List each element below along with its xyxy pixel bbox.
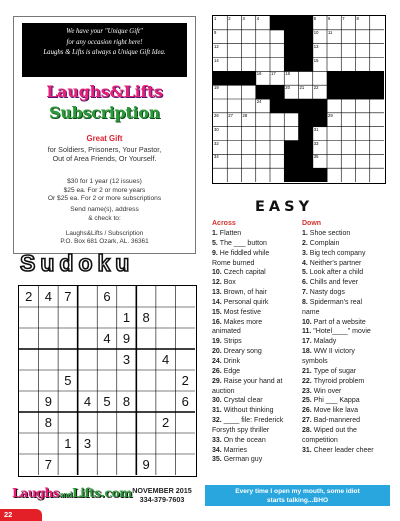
clue-number: 29. xyxy=(212,377,224,385)
ad-address-line: Laughs&Lifts / Subscription xyxy=(65,230,144,237)
clue-item xyxy=(302,377,374,387)
crossword-cell-number: 10 xyxy=(313,29,319,35)
clue-number: 34. xyxy=(212,446,224,454)
clue-item xyxy=(302,239,374,249)
crossword-black-cell xyxy=(313,113,328,127)
clue-text: Bad-mannered xyxy=(313,417,360,425)
clue-item xyxy=(212,446,283,456)
crossword-black-cell xyxy=(370,85,384,99)
crossword-black-cell xyxy=(284,58,299,72)
clue-item xyxy=(212,396,283,406)
ad-pricing xyxy=(14,178,195,204)
clue-text: Personal quirk xyxy=(223,298,269,306)
clue-text: symbols xyxy=(302,357,328,365)
crossword-black-cell xyxy=(370,71,384,85)
across-heading: Across xyxy=(212,220,236,227)
clue-number: 28. xyxy=(302,426,314,434)
crossword-cell-number: 19 xyxy=(214,85,219,91)
clue-item xyxy=(212,406,283,416)
clue-text: Chills and fever xyxy=(309,279,359,287)
clue-number: 24. xyxy=(212,357,224,365)
ad-gift-text xyxy=(14,145,195,163)
clue-item xyxy=(212,337,283,347)
clue-number: 12. xyxy=(212,279,224,287)
sudoku-title-text: Sudoku xyxy=(20,251,135,275)
ad-gift-line: Out of Area Friends, Or Yourself. xyxy=(52,154,157,164)
crossword-cell-number: 31 xyxy=(313,126,319,132)
ad-address xyxy=(14,230,195,247)
crossword-cell-number: 17 xyxy=(271,71,276,77)
clue-text: He fiddled while xyxy=(219,249,270,257)
clue-number: 6. xyxy=(302,279,310,287)
clue-item xyxy=(212,298,283,308)
clue-number: 13. xyxy=(212,289,224,297)
clue-item xyxy=(212,259,283,269)
crossword-cell-number: 9 xyxy=(214,29,217,35)
clue-text: WW II victory xyxy=(313,348,355,356)
crossword-black-cell xyxy=(356,85,371,99)
clue-number: 9. xyxy=(212,249,220,257)
clue-text: The ___ button xyxy=(219,239,267,247)
clue-text: Marries xyxy=(223,446,248,454)
down-heading: Down xyxy=(302,220,322,227)
clue-item xyxy=(302,436,374,446)
clue-text: Malady xyxy=(313,338,337,346)
sudoku-given-digit: 2 xyxy=(181,373,189,388)
clue-item xyxy=(302,278,374,288)
sudoku-given-digit: 5 xyxy=(64,373,72,388)
clue-item xyxy=(212,367,283,377)
clue-number: 21. xyxy=(302,367,314,375)
clue-item xyxy=(212,229,283,239)
ad-tagline-box xyxy=(22,23,187,77)
crossword-cell-number: 33 xyxy=(313,140,319,146)
quote-line-2: starts talking...BHO xyxy=(266,496,329,504)
sudoku-given-digit: 1 xyxy=(64,436,72,451)
sudoku-given-digit: 4 xyxy=(103,331,111,346)
crossword-black-cell xyxy=(256,85,271,99)
clue-number: 14. xyxy=(212,298,224,306)
crossword-black-cell xyxy=(341,71,356,85)
quote-line-1: Every time I open my mouth, some idiot xyxy=(235,487,360,495)
clue-text: Dreary song xyxy=(223,348,262,356)
footer-phone: 334-379-7603 xyxy=(139,495,185,504)
clue-text: German guy xyxy=(223,456,263,464)
crossword-black-cell xyxy=(299,16,317,30)
sudoku-title xyxy=(18,251,188,275)
clue-number: 33. xyxy=(212,436,224,444)
crossword-cell-number: 3 xyxy=(242,16,245,21)
clue-text: Most festive xyxy=(223,308,262,316)
crossword-cell-number: 12 xyxy=(214,43,219,49)
crossword-cell-number: 23 xyxy=(328,85,333,91)
ad-brand-name: Laughs&Lifts xyxy=(46,82,163,101)
sudoku-given-digit: 6 xyxy=(181,394,189,409)
crossword-cell-number: 1 xyxy=(214,16,217,21)
clue-text: Part of a website xyxy=(313,318,366,326)
clue-item xyxy=(302,318,374,328)
crossword-black-cell xyxy=(284,141,299,155)
crossword-cell-number: 8 xyxy=(356,16,359,21)
footer-issue-info xyxy=(124,486,200,504)
clue-text: ____ file: Frederick xyxy=(223,417,284,425)
sudoku-given-digit: 8 xyxy=(122,394,131,409)
crossword-cell-number: 30 xyxy=(214,126,219,132)
clue-text: Makes more xyxy=(223,318,263,326)
clue-number: 5. xyxy=(212,239,220,247)
crossword-black-cell xyxy=(213,71,228,85)
clue-number: 30. xyxy=(212,397,224,405)
clue-text: Neither's partner xyxy=(309,259,362,267)
crossword-cell-number: 34 xyxy=(214,154,219,160)
clue-item xyxy=(302,229,374,239)
clue-text: Phi ___ Kappa xyxy=(313,397,360,405)
crossword-cell-number: 21 xyxy=(299,85,305,91)
sudoku-grid xyxy=(18,285,197,477)
crossword-black-cell xyxy=(299,154,314,168)
ad-brand-subscription: Subscription xyxy=(49,103,160,122)
clue-number: 20. xyxy=(212,348,224,356)
clue-text: Brown, of hair xyxy=(223,289,267,297)
sudoku-given-digit: 8 xyxy=(44,415,52,430)
sudoku-given-digit: 3 xyxy=(122,352,131,367)
crossword-black-cell xyxy=(299,127,314,141)
difficulty-label: EASY xyxy=(255,199,314,215)
clue-item xyxy=(302,367,374,377)
clue-item xyxy=(302,406,374,416)
clue-number: 19. xyxy=(212,338,224,346)
sudoku-given-digit: 9 xyxy=(44,394,52,409)
clue-number: 35. xyxy=(212,456,224,464)
crossword-cell-number: 7 xyxy=(342,16,345,21)
clue-item xyxy=(212,249,283,259)
crossword-cell-number: 29 xyxy=(328,112,333,118)
crossword-black-cell xyxy=(299,99,314,113)
clue-item xyxy=(212,377,283,387)
clue-number: 3. xyxy=(302,249,310,257)
crossword-cell-number: 13 xyxy=(313,43,319,49)
crossword-cell-number: 25 xyxy=(271,99,276,104)
clue-text: name xyxy=(302,308,320,316)
crossword-black-cell xyxy=(327,71,342,85)
ad-tagline-3: Laughs & Lifts is always a Unique Gift Idea. xyxy=(43,49,166,56)
clue-item xyxy=(212,436,283,446)
clue-text: Drink xyxy=(223,357,241,365)
ad-address-line: P.O. Box 681 Ozark, AL. 36361 xyxy=(60,238,149,246)
crossword-black-cell xyxy=(284,99,299,113)
page-number: 22 xyxy=(0,509,42,521)
clue-item xyxy=(302,426,374,436)
crossword-black-cell xyxy=(227,71,242,85)
clue-number: 5. xyxy=(302,269,310,277)
footer-logo xyxy=(12,485,132,500)
ad-price-line: $25 ea. For 2 or more years xyxy=(63,186,146,194)
crossword-black-cell xyxy=(299,58,314,72)
crossword-cell-number: 18 xyxy=(285,71,290,77)
crossword-cell-number: 11 xyxy=(328,29,333,35)
crossword-cell-number: 27 xyxy=(228,112,233,118)
clue-text: Edge xyxy=(223,367,241,375)
clue-number: 18. xyxy=(302,348,314,356)
crossword-black-cell xyxy=(284,30,299,44)
clue-number: 1. xyxy=(302,230,310,237)
crossword-cell-number: 2 xyxy=(228,16,231,21)
clue-text: Shoe section xyxy=(309,230,351,237)
clue-number: 25. xyxy=(302,397,314,405)
crossword-cell-number: 20 xyxy=(285,85,290,91)
clue-text: Box xyxy=(223,279,236,287)
clue-item xyxy=(212,327,283,337)
clue-item xyxy=(302,308,374,318)
footer-logo-laughs: Laughs xyxy=(12,485,60,500)
clue-number: 2. xyxy=(302,239,310,247)
crossword-black-cell xyxy=(299,113,314,127)
clue-item xyxy=(212,239,283,249)
ad-send-instructions xyxy=(14,206,195,223)
crossword-grid xyxy=(212,15,386,184)
clue-number: 31. xyxy=(212,407,224,415)
clue-number: 23. xyxy=(302,387,314,395)
clue-item xyxy=(212,318,283,328)
clue-text: Spiderman's real xyxy=(309,298,363,306)
down-clue-list xyxy=(302,229,374,455)
sudoku-given-digit: 4 xyxy=(83,394,92,409)
ad-send-line: & check to: xyxy=(88,214,121,222)
clue-item xyxy=(302,259,374,269)
clue-item xyxy=(212,268,283,278)
crossword-black-cell xyxy=(284,44,299,58)
clue-number: 1. xyxy=(212,230,220,237)
crossword-black-cell xyxy=(284,154,299,168)
crossword-cell-number: 35 xyxy=(313,154,319,160)
clue-number: 15. xyxy=(212,308,224,316)
ad-price-line: $30 for 1 year (12 issues) xyxy=(67,178,142,185)
crossword-svg xyxy=(213,16,384,182)
clue-text: Wiped out the xyxy=(313,426,357,434)
clue-item xyxy=(302,337,374,347)
ad-price-line: Or $25 ea. For 2 or more subscriptions xyxy=(47,195,162,203)
crossword-black-cell xyxy=(299,30,314,44)
clue-text: Crystal clear xyxy=(223,397,263,405)
sudoku-given-digit: 4 xyxy=(162,352,170,367)
ad-send-line: Send name(s), address xyxy=(70,206,139,213)
sudoku-svg xyxy=(19,286,195,475)
sudoku-given-digit: 7 xyxy=(64,289,72,304)
clue-number: 17. xyxy=(302,338,314,346)
ad-gift-heading: Great Gift xyxy=(86,134,123,143)
clue-text: Forsyth spy thriller xyxy=(212,426,270,434)
crossword-black-cell xyxy=(341,85,356,99)
sudoku-given-digit: 9 xyxy=(122,331,131,346)
footer-logo-lifts: Lifts.com xyxy=(71,485,132,500)
clue-text: Move like lava xyxy=(313,407,359,415)
clue-text: competition xyxy=(302,436,338,444)
sudoku-given-digit: 7 xyxy=(44,457,52,472)
clue-item xyxy=(212,278,283,288)
crossword-cell-number: 26 xyxy=(214,112,219,118)
clue-number: 26. xyxy=(212,367,224,375)
crossword-cell-number: 14 xyxy=(214,57,219,63)
clue-text: Rome burned xyxy=(212,259,255,267)
clue-item xyxy=(212,387,283,397)
sudoku-given-digit: 3 xyxy=(83,436,92,451)
clue-item xyxy=(212,288,283,298)
clue-item xyxy=(302,268,374,278)
clue-text: "Hotel____" movie xyxy=(313,328,371,336)
clue-text: Type of sugar xyxy=(313,367,357,375)
clue-text: Strips xyxy=(223,338,242,346)
clue-number: 4. xyxy=(302,259,310,267)
clue-item xyxy=(302,288,374,298)
clue-item xyxy=(212,426,283,436)
clue-item xyxy=(302,249,374,259)
clue-item xyxy=(302,416,374,426)
clue-item xyxy=(212,455,283,465)
crossword-black-cell xyxy=(299,44,314,58)
clue-number: 27. xyxy=(302,417,314,425)
clue-text: Big tech company xyxy=(309,249,366,257)
sudoku-given-digit: 8 xyxy=(142,310,150,325)
clue-text: On the ocean xyxy=(223,436,266,444)
clue-number: 22. xyxy=(302,377,314,385)
clue-item xyxy=(212,357,283,367)
crossword-cell-number: 24 xyxy=(256,99,262,104)
sudoku-given-digit: 4 xyxy=(44,289,52,304)
crossword-cell-number: 22 xyxy=(313,85,319,91)
footer-date: NOVEMBER 2015 xyxy=(132,486,192,495)
crossword-black-cell xyxy=(299,168,314,182)
crossword-cell-number: 5 xyxy=(313,16,317,21)
crossword-black-cell xyxy=(270,16,285,30)
across-clue-list xyxy=(212,229,283,465)
footer-logo-and: and xyxy=(59,490,72,499)
sudoku-given-digit: 9 xyxy=(142,457,150,472)
crossword-cell-number: 4 xyxy=(256,16,260,21)
ad-tagline-1: We have your "Unique Gift" xyxy=(66,28,143,35)
sudoku-title-art xyxy=(18,251,188,275)
sudoku-given-digit: 5 xyxy=(103,394,111,409)
clue-item xyxy=(212,308,283,318)
sudoku-given-digit: 1 xyxy=(122,310,131,325)
crossword-cell-number: 28 xyxy=(242,112,248,118)
clue-text: Nasty dogs xyxy=(309,289,345,297)
clue-item xyxy=(302,327,374,337)
sudoku-given-digit: 6 xyxy=(103,289,111,304)
clue-text: animated xyxy=(212,328,241,336)
clue-text: Flatten xyxy=(219,230,242,237)
clue-number: 16. xyxy=(212,318,224,326)
clue-number: 26. xyxy=(302,407,314,415)
crossword-cell-number: 15 xyxy=(313,57,319,63)
clue-text: Complain xyxy=(309,239,340,247)
clue-item xyxy=(302,347,374,357)
clue-text: auction xyxy=(212,387,235,395)
clue-item xyxy=(302,387,374,397)
clue-number: 32. xyxy=(212,417,224,425)
crossword-black-cell xyxy=(356,71,371,85)
clue-text: Czech capital xyxy=(223,269,266,277)
crossword-black-cell xyxy=(313,168,328,182)
clue-number: 7. xyxy=(302,289,310,297)
crossword-cell-number: 16 xyxy=(256,71,262,77)
clue-number: 8. xyxy=(302,298,310,306)
clue-number: 11. xyxy=(302,328,314,336)
ad-gift-line: for Soldiers, Prisoners, Your Pastor, xyxy=(47,145,162,154)
clue-text: Win over xyxy=(313,387,342,395)
subscription-ad xyxy=(13,16,196,254)
clue-number: 10. xyxy=(302,318,314,326)
crossword-black-cell xyxy=(242,71,257,85)
clue-item xyxy=(212,347,283,357)
clue-text: Raise your hand at xyxy=(223,377,283,385)
sudoku-given-digit: 2 xyxy=(25,289,33,304)
crossword-black-cell xyxy=(284,16,299,30)
clue-number: 31. xyxy=(302,446,314,454)
clue-text: Look after a child xyxy=(309,269,364,277)
crossword-cell-number: 32 xyxy=(214,140,219,146)
crossword-cell-number: 6 xyxy=(328,16,331,21)
crossword-black-cell xyxy=(284,168,299,182)
clue-item xyxy=(302,298,374,308)
clue-text: Without thinking xyxy=(223,407,274,415)
ad-tagline-2: for any occasion right here! xyxy=(66,38,143,46)
crossword-black-cell xyxy=(299,141,314,155)
clue-text: Thyroid problem xyxy=(313,377,365,385)
crossword-black-cell xyxy=(270,85,285,99)
quote-banner xyxy=(205,485,390,506)
clue-item xyxy=(212,416,283,426)
crossword-black-cell xyxy=(313,99,328,113)
clue-number: 10. xyxy=(212,269,224,277)
clue-item xyxy=(302,396,374,406)
clue-item xyxy=(302,446,374,456)
clue-item xyxy=(302,357,374,367)
sudoku-given-digit: 2 xyxy=(162,415,170,430)
clue-text: Cheer leader cheer xyxy=(313,446,374,454)
